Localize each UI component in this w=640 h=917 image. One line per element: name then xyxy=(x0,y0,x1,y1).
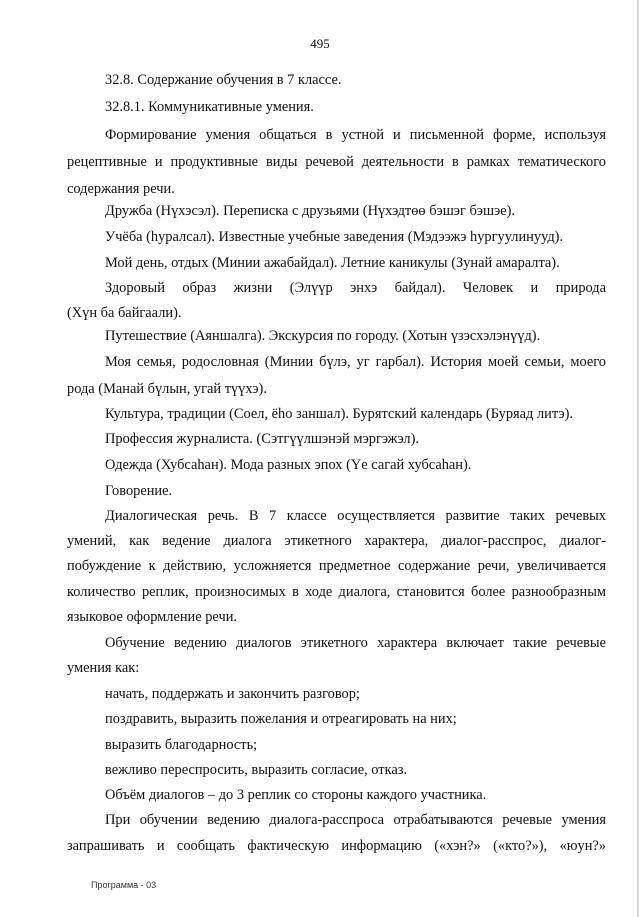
topic-line: рода (Манай бүлын, угай түүхэ). xyxy=(67,381,267,397)
paragraph-line: При обучении ведению диалога-расспроса отрабатываются речевые умения xyxy=(105,812,606,828)
topic-line: Учёба (һуралсал). Известные учебные заведения (Мэдээжэ һургуулинууд). xyxy=(105,229,564,245)
paragraph-line: умения как: xyxy=(67,660,140,676)
scan-edge xyxy=(637,0,639,917)
paragraph-line: побуждение к действию, усложняется предметное содержание речи, увеличивается xyxy=(67,558,606,574)
topic-line: Моя семья, родословная (Минии бүлэ, уг гарбал). История моей семьи, моего xyxy=(105,354,606,370)
topic-line: Здоровый образ жизни (Элүүр энхэ байдал). Человек и природа xyxy=(105,280,606,296)
paragraph-line: Объём диалогов – до 3 реплик со стороны каждого участника. xyxy=(105,787,487,803)
paragraph-line: содержания речи. xyxy=(67,181,175,197)
list-item: начать, поддержать и закончить разговор; xyxy=(105,686,360,702)
section-heading: 32.8. Содержание обучения в 7 классе. xyxy=(105,72,342,88)
topic-line: Одежда (Хубсаһан). Мода разных эпох (Үе сагай хубсаһан). xyxy=(105,457,472,473)
list-item: вежливо переспросить, выразить согласие, отказ. xyxy=(105,762,408,778)
topic-line: Профессия журналиста. (Сэтгүүлшэнэй мэргэжэл). xyxy=(105,431,419,447)
topic-line: Путешествие (Аяншалга). Экскурсия по городу. (Хотын үзэсхэлэнүүд). xyxy=(105,328,541,344)
paragraph-line: языковое оформление речи. xyxy=(67,609,237,625)
page-number: 495 xyxy=(310,36,330,51)
paragraph-line: умений, как ведение диалога этикетного характера, диалог-расспрос, диалог- xyxy=(67,533,606,549)
topic-line: Дружба (Нүхэсэл). Переписка с друзьями (Нүхэдтөө бэшэг бэшэе). xyxy=(105,203,515,219)
section-label: Говорение. xyxy=(105,483,173,499)
paragraph-line: Диалогическая речь. В 7 классе осуществляется развитие таких речевых xyxy=(105,508,606,524)
paragraph-line: рецептивные и продуктивные виды речевой деятельности в рамках тематического xyxy=(67,154,606,170)
topic-line: Культура, традиции (Соел, ёһо заншал). Бурятский календарь (Буряад литэ). xyxy=(105,406,574,422)
paragraph-line: запрашивать и сообщать фактическую информацию («хэн?» («кто?»), «юун?» xyxy=(67,838,606,854)
paragraph-line: количество реплик, произносимых в ходе диалога, становится более разнообразным xyxy=(67,584,606,600)
paragraph-line: Формирование умения общаться в устной и письменной форме, используя xyxy=(105,127,606,143)
page-footer: Программа - 03 xyxy=(91,880,157,890)
subsection-heading: 32.8.1. Коммуникативные умения. xyxy=(105,99,314,115)
topic-line: (Хүн ба байгаали). xyxy=(67,305,182,321)
topic-line: Мой день, отдых (Минии ажабайдал). Летние каникулы (Зунай амаралта). xyxy=(105,255,560,271)
paragraph-line: Обучение ведению диалогов этикетного характера включает такие речевые xyxy=(105,635,606,651)
list-item: поздравить, выразить пожелания и отреагировать на них; xyxy=(105,711,457,727)
list-item: выразить благодарность; xyxy=(105,737,258,753)
